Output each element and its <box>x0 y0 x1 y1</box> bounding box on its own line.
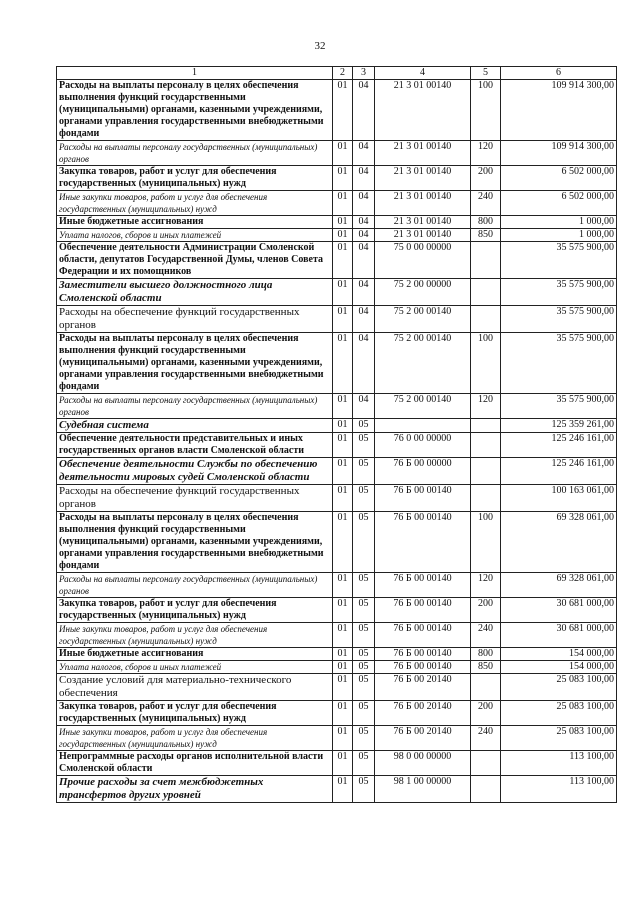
expense-type-cell <box>471 419 501 433</box>
table-row <box>57 394 617 419</box>
target-article-cell: 76 Б 00 00140 <box>375 573 471 598</box>
row-name-cell: Судебная система <box>57 419 333 433</box>
subsection-code-cell: 04 <box>353 229 375 242</box>
target-article-cell: 75 2 00 00140 <box>375 306 471 333</box>
subsection-code-cell: 04 <box>353 306 375 333</box>
amount-cell: 69 328 061,00 <box>501 573 617 598</box>
target-article-cell: 21 3 01 00140 <box>375 166 471 191</box>
table-header-row <box>57 67 617 80</box>
target-article-cell: 76 Б 00 00140 <box>375 623 471 648</box>
expense-type-cell <box>471 485 501 512</box>
amount-cell: 109 914 300,00 <box>501 80 617 141</box>
table-row <box>57 279 617 306</box>
row-name-cell: Иные бюджетные ассигнования <box>57 648 333 661</box>
subsection-code-cell: 04 <box>353 394 375 419</box>
target-article-cell: 76 Б 00 20140 <box>375 674 471 701</box>
expense-type-cell: 240 <box>471 623 501 648</box>
row-name-cell: Расходы на выплаты персоналу в целях обеспечения выполнения функций государственными (муниципальными) органами, казенными учреждениями, органами управления государственными внебюджетными фондами <box>57 512 333 573</box>
expense-type-cell: 200 <box>471 598 501 623</box>
amount-cell: 125 246 161,00 <box>501 458 617 485</box>
expense-type-cell <box>471 242 501 279</box>
amount-cell: 154 000,00 <box>501 648 617 661</box>
table-row <box>57 701 617 726</box>
expense-type-cell: 120 <box>471 573 501 598</box>
expense-type-cell: 100 <box>471 80 501 141</box>
section-code-cell: 01 <box>333 419 353 433</box>
table-row <box>57 306 617 333</box>
subsection-code-cell: 05 <box>353 776 375 803</box>
expense-type-cell: 240 <box>471 726 501 751</box>
amount-cell: 35 575 900,00 <box>501 279 617 306</box>
expense-type-cell: 200 <box>471 166 501 191</box>
target-article-cell: 21 3 01 00140 <box>375 191 471 216</box>
amount-cell: 1 000,00 <box>501 216 617 229</box>
column-header: 3 <box>353 67 375 80</box>
subsection-code-cell: 04 <box>353 141 375 166</box>
amount-cell: 30 681 000,00 <box>501 598 617 623</box>
amount-cell: 30 681 000,00 <box>501 623 617 648</box>
table-row <box>57 661 617 674</box>
row-name-cell: Уплата налогов, сборов и иных платежей <box>57 229 333 242</box>
page-number: 32 <box>314 40 326 52</box>
section-code-cell: 01 <box>333 141 353 166</box>
subsection-code-cell: 04 <box>353 191 375 216</box>
expense-type-cell <box>471 776 501 803</box>
subsection-code-cell: 05 <box>353 512 375 573</box>
section-code-cell: 01 <box>333 674 353 701</box>
subsection-code-cell: 05 <box>353 726 375 751</box>
section-code-cell: 01 <box>333 80 353 141</box>
section-code-cell: 01 <box>333 573 353 598</box>
target-article-cell: 76 Б 00 00140 <box>375 598 471 623</box>
section-code-cell: 01 <box>333 623 353 648</box>
row-name-cell: Расходы на обеспечение функций государственных органов <box>57 485 333 512</box>
row-name-cell: Расходы на выплаты персоналу государственных (муниципальных) органов <box>57 394 333 419</box>
table-row <box>57 216 617 229</box>
target-article-cell: 76 Б 00 00140 <box>375 648 471 661</box>
expense-type-cell <box>471 458 501 485</box>
amount-cell: 6 502 000,00 <box>501 191 617 216</box>
section-code-cell: 01 <box>333 394 353 419</box>
target-article-cell: 21 3 01 00140 <box>375 80 471 141</box>
row-name-cell: Обеспечение деятельности Службы по обеспечению деятельности мировых судей Смоленской области <box>57 458 333 485</box>
amount-cell: 113 100,00 <box>501 751 617 776</box>
row-name-cell: Непрограммные расходы органов исполнительной власти Смоленской области <box>57 751 333 776</box>
target-article-cell: 98 0 00 00000 <box>375 751 471 776</box>
subsection-code-cell: 05 <box>353 623 375 648</box>
target-article-cell: 76 Б 00 20140 <box>375 726 471 751</box>
expense-type-cell: 800 <box>471 216 501 229</box>
target-article-cell: 75 2 00 00140 <box>375 333 471 394</box>
section-code-cell: 01 <box>333 726 353 751</box>
target-article-cell: 75 2 00 00000 <box>375 279 471 306</box>
amount-cell: 25 083 100,00 <box>501 674 617 701</box>
subsection-code-cell: 05 <box>353 598 375 623</box>
expense-type-cell: 240 <box>471 191 501 216</box>
table-row <box>57 458 617 485</box>
section-code-cell: 01 <box>333 333 353 394</box>
amount-cell: 1 000,00 <box>501 229 617 242</box>
column-header: 5 <box>471 67 501 80</box>
section-code-cell: 01 <box>333 776 353 803</box>
table-row <box>57 333 617 394</box>
table-row <box>57 512 617 573</box>
row-name-cell: Иные закупки товаров, работ и услуг для обеспечения государственных (муниципальных) нужд <box>57 623 333 648</box>
section-code-cell: 01 <box>333 279 353 306</box>
amount-cell: 35 575 900,00 <box>501 242 617 279</box>
amount-cell: 35 575 900,00 <box>501 333 617 394</box>
budget-table <box>56 66 617 803</box>
expense-type-cell: 200 <box>471 701 501 726</box>
section-code-cell: 01 <box>333 306 353 333</box>
subsection-code-cell: 05 <box>353 433 375 458</box>
column-header: 4 <box>375 67 471 80</box>
subsection-code-cell: 05 <box>353 674 375 701</box>
section-code-cell: 01 <box>333 701 353 726</box>
subsection-code-cell: 04 <box>353 80 375 141</box>
target-article-cell: 98 1 00 00000 <box>375 776 471 803</box>
subsection-code-cell: 04 <box>353 279 375 306</box>
row-name-cell: Иные бюджетные ассигнования <box>57 216 333 229</box>
expense-type-cell <box>471 279 501 306</box>
expense-type-cell <box>471 306 501 333</box>
table-row <box>57 419 617 433</box>
table-row <box>57 598 617 623</box>
subsection-code-cell: 05 <box>353 485 375 512</box>
row-name-cell: Закупка товаров, работ и услуг для обеспечения государственных (муниципальных) нужд <box>57 166 333 191</box>
table-row <box>57 623 617 648</box>
target-article-cell: 76 0 00 00000 <box>375 433 471 458</box>
amount-cell: 125 359 261,00 <box>501 419 617 433</box>
subsection-code-cell: 04 <box>353 242 375 279</box>
table-row <box>57 80 617 141</box>
row-name-cell: Расходы на выплаты персоналу в целях обеспечения выполнения функций государственными (муниципальными) органами, казенными учреждениями, органами управления государственными внебюджетными фондами <box>57 333 333 394</box>
row-name-cell: Расходы на обеспечение функций государственных органов <box>57 306 333 333</box>
target-article-cell: 76 Б 00 20140 <box>375 701 471 726</box>
amount-cell: 35 575 900,00 <box>501 394 617 419</box>
amount-cell: 6 502 000,00 <box>501 166 617 191</box>
subsection-code-cell: 05 <box>353 573 375 598</box>
row-name-cell: Заместители высшего должностного лица Смоленской области <box>57 279 333 306</box>
target-article-cell: 76 Б 00 00140 <box>375 512 471 573</box>
table-row <box>57 674 617 701</box>
expense-type-cell <box>471 751 501 776</box>
section-code-cell: 01 <box>333 166 353 191</box>
section-code-cell: 01 <box>333 458 353 485</box>
amount-cell: 69 328 061,00 <box>501 512 617 573</box>
row-name-cell: Обеспечение деятельности представительных и иных государственных органов власти Смоленской области <box>57 433 333 458</box>
row-name-cell: Закупка товаров, работ и услуг для обеспечения государственных (муниципальных) нужд <box>57 701 333 726</box>
amount-cell: 109 914 300,00 <box>501 141 617 166</box>
amount-cell: 125 246 161,00 <box>501 433 617 458</box>
subsection-code-cell: 05 <box>353 661 375 674</box>
section-code-cell: 01 <box>333 485 353 512</box>
expense-type-cell: 100 <box>471 333 501 394</box>
subsection-code-cell: 05 <box>353 751 375 776</box>
table-row <box>57 141 617 166</box>
subsection-code-cell: 04 <box>353 166 375 191</box>
table-row <box>57 726 617 751</box>
target-article-cell <box>375 419 471 433</box>
amount-cell: 25 083 100,00 <box>501 726 617 751</box>
target-article-cell: 75 2 00 00140 <box>375 394 471 419</box>
target-article-cell: 75 0 00 00000 <box>375 242 471 279</box>
target-article-cell: 21 3 01 00140 <box>375 141 471 166</box>
table-row <box>57 433 617 458</box>
expense-type-cell: 850 <box>471 661 501 674</box>
column-header: 6 <box>501 67 617 80</box>
table-row <box>57 229 617 242</box>
row-name-cell: Расходы на выплаты персоналу в целях обеспечения выполнения функций государственными (муниципальными) органами, казенными учреждениями, органами управления государственными внебюджетными фондами <box>57 80 333 141</box>
section-code-cell: 01 <box>333 191 353 216</box>
table-row <box>57 751 617 776</box>
row-name-cell: Прочие расходы за счет межбюджетных трансфертов других уровней <box>57 776 333 803</box>
target-article-cell: 76 Б 00 00140 <box>375 661 471 674</box>
table-row <box>57 573 617 598</box>
amount-cell: 100 163 061,00 <box>501 485 617 512</box>
row-name-cell: Иные закупки товаров, работ и услуг для обеспечения государственных (муниципальных) нужд <box>57 191 333 216</box>
table-row <box>57 776 617 803</box>
target-article-cell: 21 3 01 00140 <box>375 216 471 229</box>
target-article-cell: 76 Б 00 00000 <box>375 458 471 485</box>
amount-cell: 25 083 100,00 <box>501 701 617 726</box>
table-row <box>57 166 617 191</box>
expense-type-cell <box>471 433 501 458</box>
amount-cell: 113 100,00 <box>501 776 617 803</box>
table-row <box>57 485 617 512</box>
amount-cell: 35 575 900,00 <box>501 306 617 333</box>
subsection-code-cell: 04 <box>353 216 375 229</box>
subsection-code-cell: 05 <box>353 419 375 433</box>
expense-type-cell: 120 <box>471 394 501 419</box>
section-code-cell: 01 <box>333 242 353 279</box>
section-code-cell: 01 <box>333 751 353 776</box>
section-code-cell: 01 <box>333 661 353 674</box>
expense-type-cell: 100 <box>471 512 501 573</box>
table-row <box>57 242 617 279</box>
column-header: 2 <box>333 67 353 80</box>
section-code-cell: 01 <box>333 648 353 661</box>
row-name-cell: Обеспечение деятельности Администрации Смоленской области, депутатов Государственной Думы, членов Совета Федерации и их помощников <box>57 242 333 279</box>
expense-type-cell: 800 <box>471 648 501 661</box>
target-article-cell: 21 3 01 00140 <box>375 229 471 242</box>
subsection-code-cell: 05 <box>353 701 375 726</box>
subsection-code-cell: 05 <box>353 458 375 485</box>
row-name-cell: Создание условий для материально-технического обеспечения <box>57 674 333 701</box>
expense-type-cell: 120 <box>471 141 501 166</box>
section-code-cell: 01 <box>333 433 353 458</box>
table-row <box>57 648 617 661</box>
section-code-cell: 01 <box>333 229 353 242</box>
expense-type-cell: 850 <box>471 229 501 242</box>
row-name-cell: Уплата налогов, сборов и иных платежей <box>57 661 333 674</box>
row-name-cell: Расходы на выплаты персоналу государственных (муниципальных) органов <box>57 573 333 598</box>
column-header: 1 <box>57 67 333 80</box>
subsection-code-cell: 05 <box>353 648 375 661</box>
subsection-code-cell: 04 <box>353 333 375 394</box>
amount-cell: 154 000,00 <box>501 661 617 674</box>
table-row <box>57 191 617 216</box>
expense-type-cell <box>471 674 501 701</box>
section-code-cell: 01 <box>333 512 353 573</box>
row-name-cell: Расходы на выплаты персоналу государственных (муниципальных) органов <box>57 141 333 166</box>
row-name-cell: Иные закупки товаров, работ и услуг для обеспечения государственных (муниципальных) нужд <box>57 726 333 751</box>
section-code-cell: 01 <box>333 598 353 623</box>
section-code-cell: 01 <box>333 216 353 229</box>
target-article-cell: 76 Б 00 00140 <box>375 485 471 512</box>
row-name-cell: Закупка товаров, работ и услуг для обеспечения государственных (муниципальных) нужд <box>57 598 333 623</box>
